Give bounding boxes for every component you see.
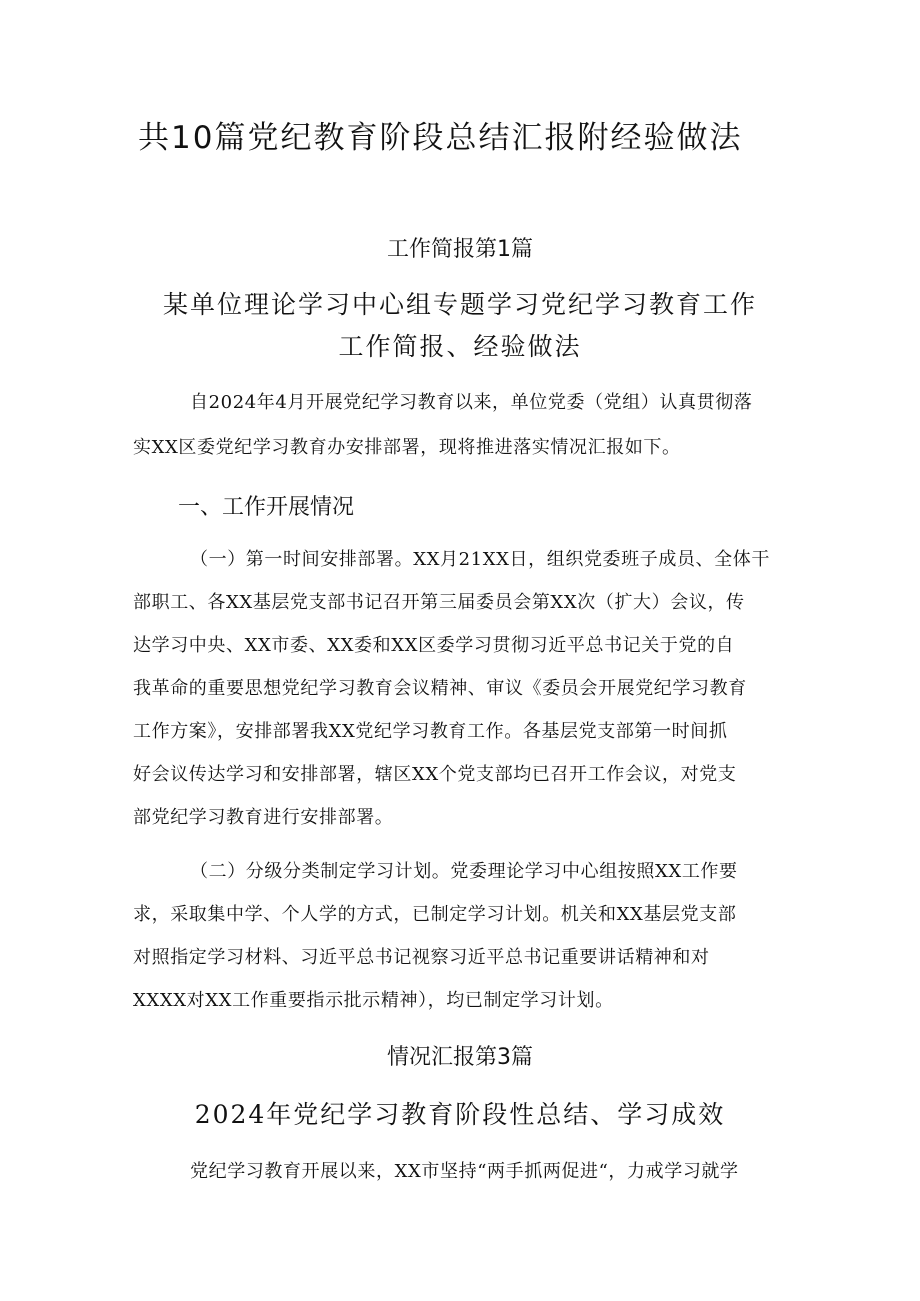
- paragraph-line: 党纪学习教育开展以来，XX市坚持“两手抓两促进“，力戒学习就学: [190, 1161, 739, 1182]
- paragraph-line: 对照指定学习材料、习近平总书记视察习近平总书记重要讲话精神和对: [133, 947, 710, 968]
- article-title-line: 2024年党纪学习教育阶段性总结、学习成效: [194, 1100, 726, 1129]
- paragraph-line: 我革命的重要思想党纪学习教育会议精神、审议《委员会开展党纪学习教育: [133, 678, 747, 699]
- paragraph-line: 求，采取集中学、个人学的方式，已制定学习计划。机关和XX基层党支部: [133, 904, 737, 925]
- paragraph-line: 工作方案》，安排部署我XX党纪学习教育工作。各基层党支部第一时间抓: [133, 721, 728, 742]
- paragraph-line: 好会议传达学习和安排部署，辖区XX个党支部均已召开工作会议，对党支: [133, 764, 737, 785]
- paragraph-line: XXXX对XX工作重要指示批示精神），均已制定学习计划。: [133, 990, 614, 1011]
- paragraph-line: （二）分级分类制定学习计划。党委理论学习中心组按照XX工作要: [190, 861, 738, 882]
- paragraph-line: （一）第一时间安排部署。XX月21XX日，组织党委班子成员、全体干: [190, 549, 770, 570]
- paragraph-line: 部党纪学习教育进行安排部署。: [133, 807, 394, 828]
- section-heading: 情况汇报第3篇: [387, 1045, 533, 1070]
- paragraph-line: 实XX区委党纪学习教育办安排部署，现将推进落实情况汇报如下。: [133, 437, 681, 458]
- sub-heading: 一、工作开展情况: [178, 495, 355, 520]
- section-heading: 工作简报第1篇: [387, 237, 533, 262]
- document-title: 共10篇党纪教育阶段总结汇报附经验做法: [138, 120, 743, 156]
- paragraph-line: 部职工、各XX基层党支部书记召开第三届委员会第XX次（扩大）会议，传: [133, 592, 745, 613]
- paragraph-line: 达学习中央、XX市委、XX委和XX区委学习贯彻习近平总书记关于党的自: [133, 635, 735, 656]
- article-title-line: 某单位理论学习中心组专题学习党纪学习教育工作: [162, 290, 757, 319]
- paragraph-line: 自2024年4月开展党纪学习教育以来，单位党委（党组）认真贯彻落: [190, 392, 753, 413]
- article-title-line: 工作简报、经验做法: [338, 332, 582, 361]
